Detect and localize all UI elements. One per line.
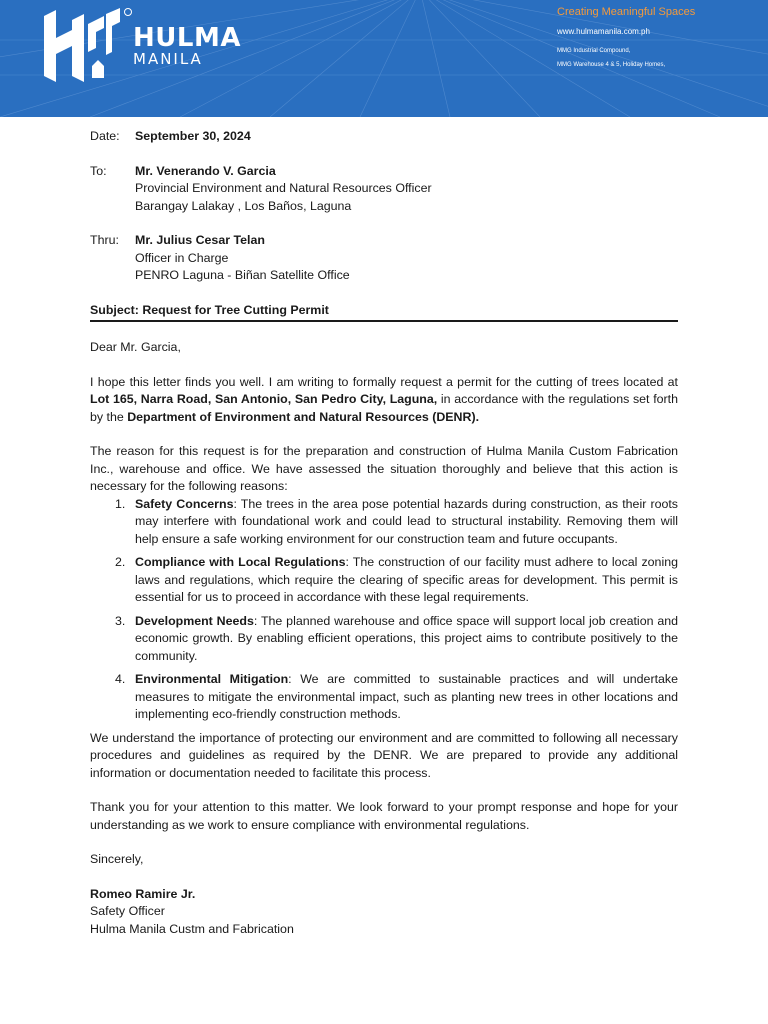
list-item-title: Environmental Mitigation (135, 672, 289, 686)
company-address-line1: MMG Industrial Compound, (557, 48, 631, 54)
reasons-list (90, 496, 678, 724)
list-item-number: 3. (115, 613, 126, 628)
brand-name: HULMA (133, 23, 241, 53)
list-item-number: 2. (115, 555, 126, 569)
list-item-title: Development Needs (135, 613, 254, 628)
list-item (90, 613, 678, 666)
thru-label: Thru: (90, 233, 119, 247)
salutation: Dear Mr. Garcia, (90, 340, 181, 354)
recipient-title: Provincial Environment and Natural Resources Officer (135, 181, 432, 195)
thanks-paragraph: Thank you for your attention to this matter. We look forward to your prompt response and hope for your understanding as we work to ensure compliance with environmental regulations. (90, 800, 678, 832)
list-item-title: Compliance with Local Regulations (135, 555, 346, 569)
thru-block (90, 232, 678, 285)
thru-name: Mr. Julius Cesar Telan (135, 233, 265, 247)
subject-line: Subject: Request for Tree Cutting Permit (90, 302, 678, 323)
date-value: September 30, 2024 (135, 129, 251, 143)
date-label: Date: (90, 129, 120, 143)
commitment-paragraph: We understand the importance of protecting our environment and are committed to following all necessary procedures and guidelines as required by the DENR. We are prepared to provide any additional information or documentation needed to facilitate this process. (90, 730, 678, 780)
signature-block (90, 886, 678, 939)
intro-location: Lot 165, Narra Road, San Antonio, San Pedro City, Laguna, (90, 392, 438, 406)
company-website[interactable]: www.hulmamanila.com.ph (557, 27, 650, 36)
list-item-title: Safety Concerns (135, 496, 234, 511)
intro-text-1: I hope this letter finds you well. I am writing to formally request a permit for the cutting of trees located at (90, 374, 678, 389)
brand-wordmark (133, 24, 241, 67)
letterhead-banner (0, 0, 768, 117)
hulma-logo-icon (42, 8, 128, 84)
closing: Sincerely, (90, 852, 144, 866)
list-item (90, 554, 678, 607)
reason-paragraph: The reason for this request is for the preparation and construction of Hulma Manila Custom Fabrication Inc., warehouse and office. We have assessed the situation thoroughly and believe that this action is necessary for the following reasons: (90, 444, 678, 493)
list-item-text: : The trees in the area pose potential hazards during construction, as their roots may interfere with foundational work and could lead to structural instability. Removing them will help ensure a safe working environment for our construction team and future occupants. (135, 496, 678, 546)
list-item-text: : We are committed to sustainable practices and will undertake measures to mitigate the environmental impact, such as planting new trees in other locations and implementing eco-friendly construction methods. (135, 672, 678, 721)
thru-title: Officer in Charge (135, 250, 229, 265)
list-item-number: 4. (115, 672, 126, 686)
letter-body (90, 128, 678, 938)
intro-agency: Department of Environment and Natural Resources (DENR). (127, 409, 480, 424)
intro-text-2: in accordance with the regulations set forth by the (90, 392, 678, 424)
list-item-text: : The planned warehouse and office space will support local job creation and economic growth. By enabling efficient operations, this project aims to contribute positively to the community. (135, 613, 679, 663)
company-tagline: Creating Meaningful Spaces (557, 6, 696, 18)
registered-mark-icon (124, 8, 132, 16)
brand-sub: MANILA (133, 50, 203, 68)
list-item (90, 496, 678, 549)
list-item-number: 1. (115, 496, 126, 511)
list-item (90, 671, 678, 724)
signer-title: Safety Officer (90, 904, 165, 918)
list-item-text: : The construction of our facility must adhere to local zoning laws and regulations, which require the clearing of specific areas for development. This permit is essential for us to proceed in accordance with these legal requirements. (135, 555, 678, 604)
intro-paragraph (90, 374, 678, 427)
date-row (90, 128, 678, 146)
signer-name: Romeo Ramire Jr. (90, 886, 196, 901)
recipient-address: Barangay Lalakay , Los Baños, Laguna (135, 198, 352, 213)
thru-office: PENRO Laguna - Biñan Satellite Office (135, 268, 350, 282)
recipient-block (90, 163, 678, 216)
company-address-line2: MMG Warehouse 4 & 5, Holiday Homes, (557, 62, 666, 68)
signer-company: Hulma Manila Custm and Fabrication (90, 921, 294, 936)
recipient-name: Mr. Venerando V. Garcia (135, 163, 276, 178)
to-label: To: (90, 163, 107, 178)
